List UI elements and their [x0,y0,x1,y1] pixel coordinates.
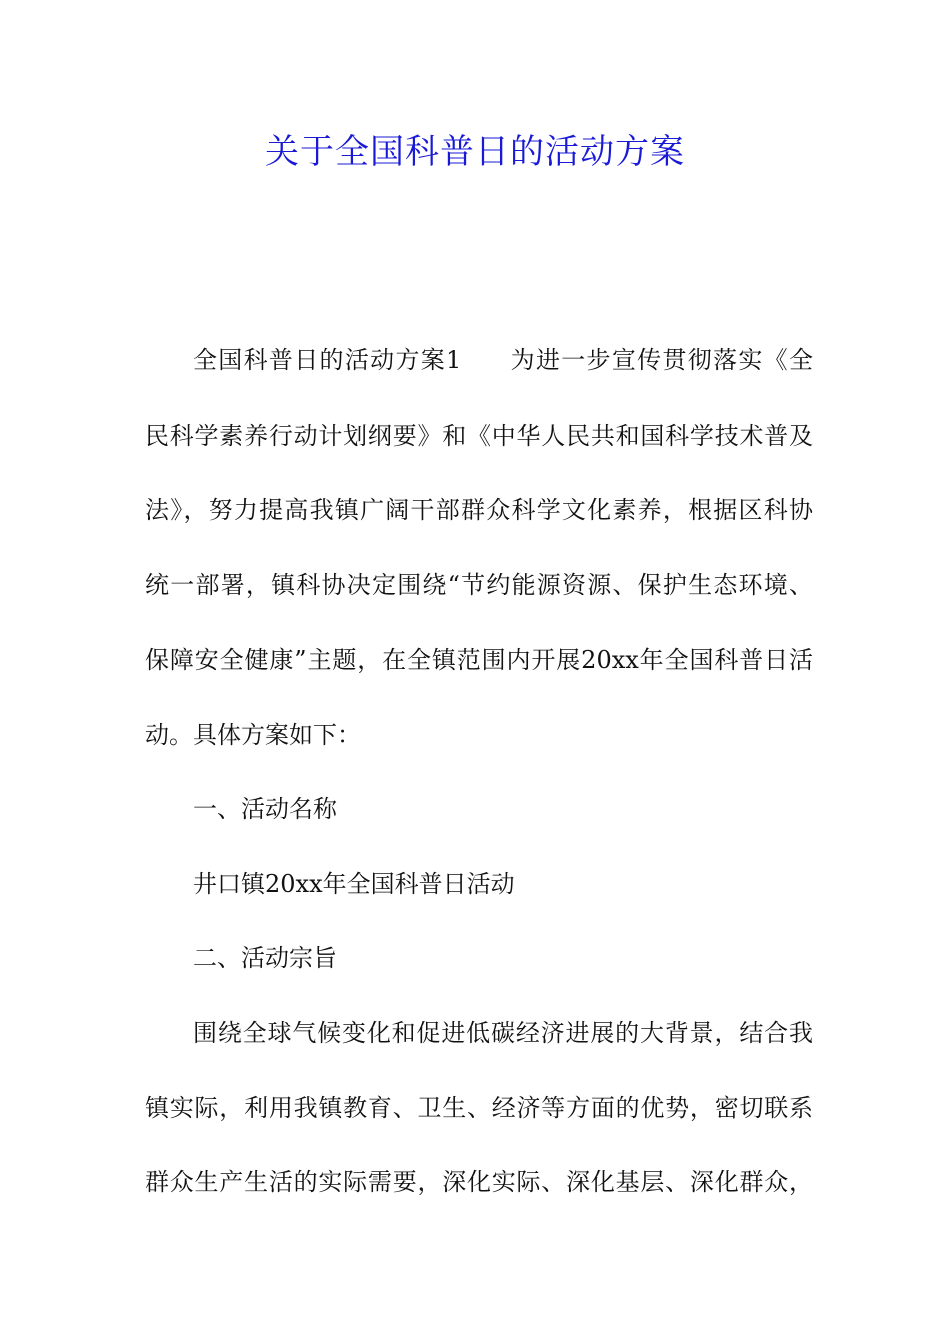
paragraph-line: 镇实际，利用我镇教育、卫生、经济等方面的优势，密切联系 [145,1094,813,1122]
paragraph-line [193,342,813,378]
paragraph-line: 统一部署，镇科协决定围绕“节约能源资源、保护生态环境、 [145,571,813,599]
paragraph-text: 为进一步宣传贯彻落实《全 [509,346,813,374]
document-title: 关于全国科普日的活动方案 [265,132,685,172]
paragraph-line: 井口镇20xx年全国科普日活动 [193,870,515,898]
paragraph-line: 群众生产生活的实际需要，深化实际、深化基层、深化群众， [145,1168,813,1196]
paragraph-line: 围绕全球气候变化和促进低碳经济进展的大背景，结合我 [193,1019,813,1047]
section-heading-inline: 全国科普日的活动方案1 [193,346,462,374]
paragraph-line: 法》，努力提高我镇广阔干部群众科学文化素养，根据区科协 [145,496,813,524]
paragraph-line: 动。具体方案如下： [145,721,361,749]
section-heading: 二、活动宗旨 [193,944,337,972]
paragraph-line: 民科学素养行动计划纲要》和《中华人民共和国科学技术普及 [145,422,813,450]
paragraph-line: 保障安全健康”主题，在全镇范围内开展20xx年全国科普日活 [145,646,813,674]
section-heading: 一、活动名称 [193,795,337,823]
